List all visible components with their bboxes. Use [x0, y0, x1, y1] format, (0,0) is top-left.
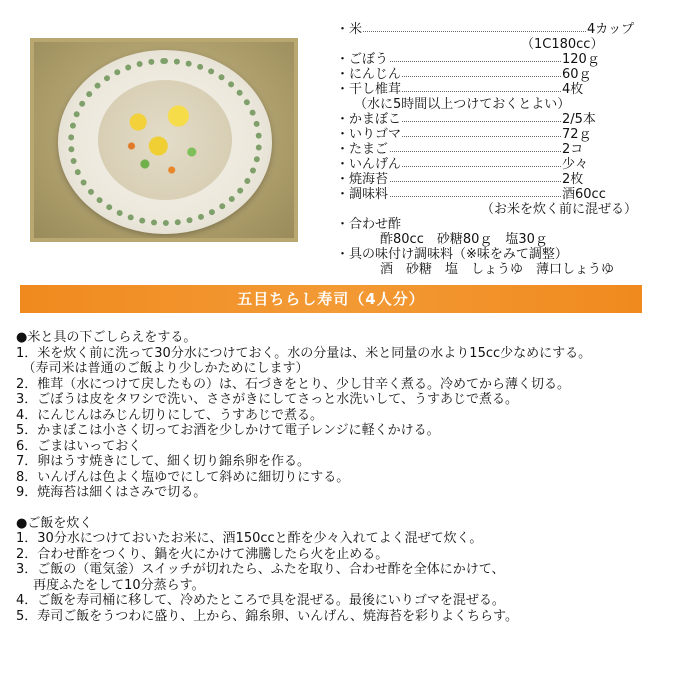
prep-step: （寿司米は普通のご飯より少しかためにします） [16, 361, 309, 376]
ingredient-quantity: 4カップ [587, 22, 635, 37]
rice-heading: ●ご飯を炊く [16, 515, 93, 531]
dot-leader [336, 31, 586, 32]
ingredient-note: 酢80cc 砂糖80ｇ 塩30ｇ [380, 232, 548, 247]
method-section [16, 330, 696, 624]
ingredient-quantity: 酒60cc [562, 187, 606, 202]
ingredient-name: ・干し椎茸 [336, 82, 402, 97]
ingredient-note: （お米を炊く前に混ぜる） [481, 202, 638, 217]
prep-step: 1．米を炊く前に洗って30分水につけておく。水の分量は、米と同量の水より15cc少なめにする。 [16, 345, 592, 361]
prep-step: 5．かまぼこは小さく切ってお酒を少しかけて電子レンジに軽くかける。 [16, 423, 440, 438]
photo-background [34, 42, 294, 238]
prep-step: 9．焼海苔は細くはさみで切る。 [16, 485, 207, 500]
ingredient-quantity: 2枚 [562, 172, 584, 187]
ingredient-row [336, 157, 676, 172]
chirashi-sushi-food [98, 80, 232, 200]
ingredient-row [336, 67, 676, 82]
rice-step: 2．合わせ酢をつくり、鍋を火にかけて沸騰したら火を止める。 [16, 546, 389, 562]
ingredient-row [336, 112, 676, 127]
ingredient-quantity: 少々 [562, 157, 589, 172]
ingredient-name: ・いりゴマ [336, 127, 402, 142]
ingredient-row [336, 82, 676, 97]
rice-steps [16, 531, 696, 624]
rice-step: 1．30分水につけておいたお米に、酒150ccと酢を少々入れてよく混ぜて炊く。 [16, 531, 483, 546]
ingredient-note: （水に5時間以上つけておくとよい） [354, 97, 571, 112]
rice-step: 再度ふたをして10分蒸らす。 [16, 577, 205, 593]
ingredient-list [336, 22, 676, 277]
prep-step: 6．ごまはいっておく [16, 438, 142, 454]
ingredient-name: ・調味料 [336, 187, 389, 202]
ingredient-quantity: 60ｇ [562, 67, 592, 82]
ingredient-name: ・たまご [336, 142, 389, 157]
prep-heading: ●米と具の下ごしらえをする。 [16, 330, 197, 345]
prep-step: 3．ごぼうは皮をタワシで洗い、ささがきにしてさっと水洗いして、うすあじで煮る。 [16, 392, 519, 407]
ingredient-note: 酒 砂糖 塩 しょうゆ 薄口しょうゆ [380, 262, 615, 277]
ingredient-name: ・焼海苔 [336, 172, 389, 187]
ingredient-quantity: 2/5本 [562, 112, 596, 127]
ingredient-name: ・具の味付け調味料（※味をみて調整） [336, 247, 568, 262]
ingredient-quantity: 72ｇ [562, 127, 592, 142]
ingredient-row [336, 142, 676, 157]
ingredient-name: ・かまぼこ [336, 112, 402, 127]
ingredient-quantity: 2コ [562, 142, 584, 157]
dish-photo [30, 38, 298, 242]
ingredient-row [336, 247, 676, 262]
ingredient-name: ・合わせ酢 [336, 217, 402, 232]
prep-step: 8．いんげんは色よく塩ゆでにして斜めに細切りにする。 [16, 469, 350, 485]
rice-step: 3．ご飯の（電気釜）スイッチが切れたら、ふたを取り、合わせ酢を全体にかけて、 [16, 562, 505, 577]
prep-step: 4．にんじんはみじん切りにして、うすあじで煮る。 [16, 407, 324, 423]
ingredient-name: ・にんじん [336, 67, 402, 82]
ingredient-row [336, 187, 676, 202]
rice-step: 5．寿司ご飯をうつわに盛り、上から、錦糸卵、いんげん、焼海苔を彩りよくちらす。 [16, 608, 519, 624]
ingredient-note: （1C180cc） [521, 37, 604, 52]
ingredient-row [336, 22, 676, 37]
ingredient-name: ・ごぼう [336, 52, 389, 67]
ingredient-quantity: 120ｇ [562, 52, 600, 67]
ingredient-name: ・米 [336, 22, 363, 37]
ingredient-quantity: 4枚 [562, 82, 584, 97]
ingredient-row [336, 52, 676, 67]
prep-step: 7．卵はうす焼きにして、細く切り錦糸卵を作る。 [16, 454, 311, 469]
plate [58, 50, 272, 234]
prep-step: 2．椎茸（水につけて戻したもの）は、石づきをとり、少し甘辛く煮る。冷めてから薄く切る。 [16, 376, 571, 392]
ingredient-row [336, 217, 676, 232]
ingredient-name: ・いんげん [336, 157, 402, 172]
prep-steps [16, 346, 696, 501]
recipe-title: 五目ちらし寿司（4人分） [20, 285, 642, 313]
rice-step: 4．ご飯を寿司桶に移して、冷めたところで具を混ぜる。最後にいりゴマを混ぜる。 [16, 593, 505, 608]
ingredient-row [336, 127, 676, 142]
ingredient-row [336, 172, 676, 187]
